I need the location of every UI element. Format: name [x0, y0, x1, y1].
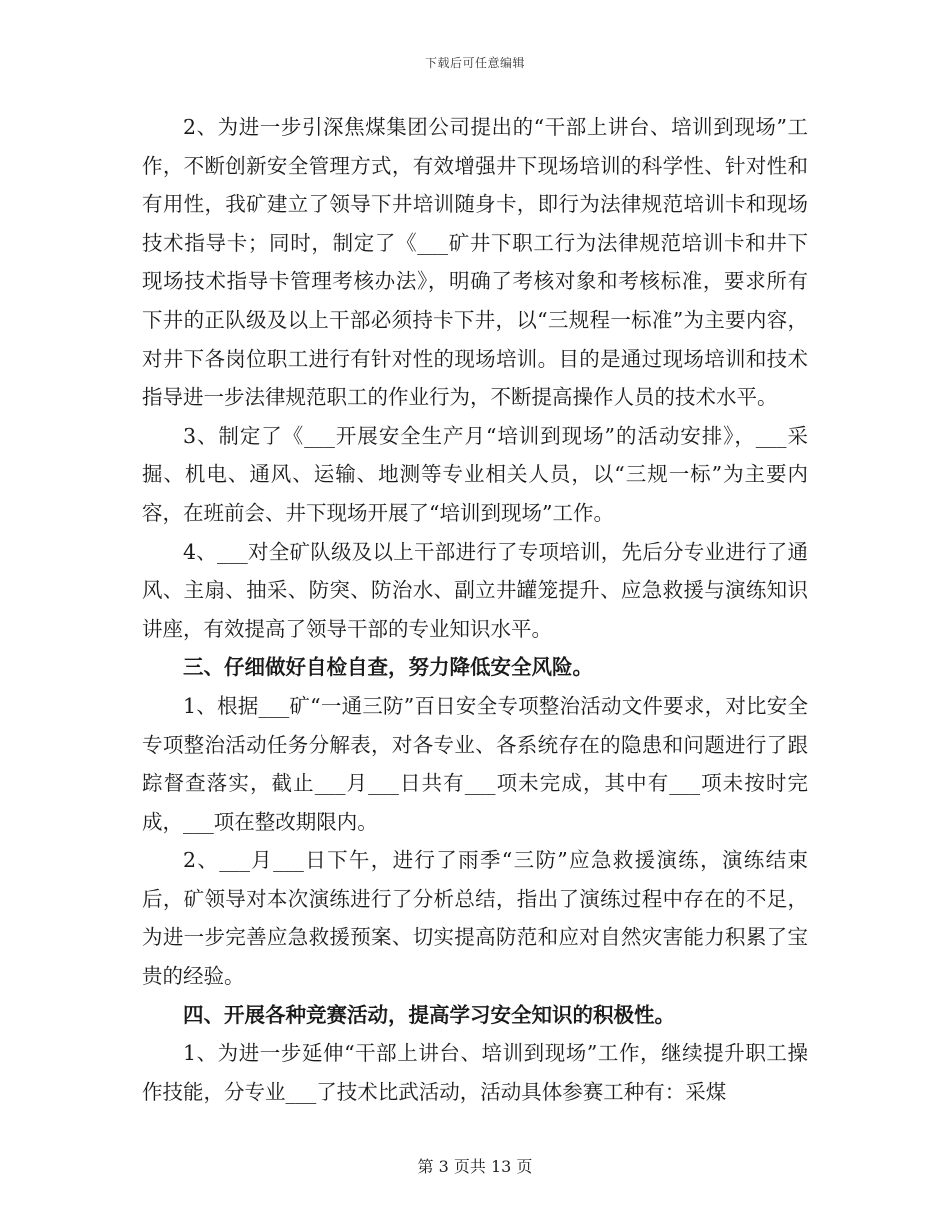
paragraph-3-2: 2、___月___日下午，进行了雨季“三防”应急救援演练，演练结束后，矿领导对本次演练进行了分析总结，指出了演练过程中存在的不足，为进一步完善应急救援预案、切实提高防范和应对自然灾害能力积累了宝贵的经验。	[142, 848, 808, 989]
paragraph-2: 2、为进一步引深焦煤集团公司提出的“干部上讲台、培训到现场”工作，不断创新安全管理方式，有效增强井下现场培训的科学性、针对性和有用性，我矿建立了领导下井培训随身卡，即行为法律规范培训卡和现场技术指导卡；同时，制定了《___矿井下职工行为法律规范培训卡和井下现场技术指导卡管理考核办法》，明确了考核对象和考核标准，要求所有下井的正队级及以上干部必须持卡下井，以“三规程一标准”为主要内容，对井下各岗位职工进行有针对性的现场培训。目的是通过现场培训和技术指导进一步法律规范职工的作业行为，不断提高操作人员的技术水平。	[142, 115, 808, 410]
paragraph-4-1: 1、为进一步延伸“干部上讲台、培训到现场”工作，继续提升职工操作技能，分专业___了技术比武活动，活动具体参赛工种有：采煤	[142, 1041, 808, 1104]
page-header: 下载后可任意编辑	[424, 56, 525, 70]
paragraph-3: 3、制定了《___开展安全生产月“培训到现场”的活动安排》，___采掘、机电、通风、运输、地测等专业相关人员，以“三规一标”为主要内容，在班前会、井下现场开展了“培训到现场”工作。	[142, 423, 808, 525]
section-heading-3: 三、仔细做好自检自查，努力降低安全风险。	[183, 655, 593, 680]
paragraph-3-1: 1、根据___矿“一通三防”百日安全专项整治活动文件要求，对比安全专项整治活动任务分解表，对各专业、各系统存在的隐患和问题进行了跟踪督查落实，截止___月___日共有___项未完成，其中有___项未按时完成，___项在整改期限内。	[142, 693, 808, 834]
paragraph-4: 4、___对全矿队级及以上干部进行了专项培训，先后分专业进行了通风、主扇、抽采、防突、防治水、副立井罐笼提升、应急救援与演练知识讲座，有效提高了领导干部的专业知识水平。	[142, 539, 808, 641]
document-body	[142, 108, 808, 1111]
section-heading-4: 四、开展各种竞赛活动，提高学习安全知识的积极性。	[183, 1002, 675, 1027]
page-footer: 第 3 页共 13 页	[417, 1157, 533, 1176]
